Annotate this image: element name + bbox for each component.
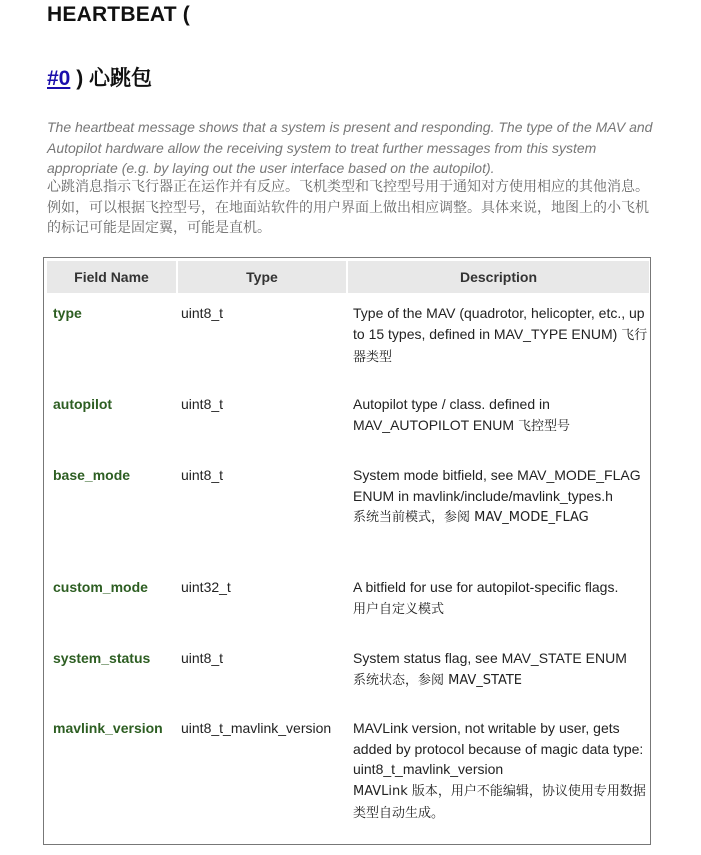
column-header-type: Type [178, 261, 346, 293]
page-title-line1: HEARTBEAT ( [47, 3, 190, 26]
column-header-field-name: Field Name [47, 261, 176, 293]
description-english: The heartbeat message shows that a system is present and responding. The type of the MAV and Autopilot hardware allow the receiving system to treat further messages from this system appropriate (e.g. by laying out the user interface based on the autopilot). [47, 119, 653, 176]
field-name: type [53, 305, 82, 321]
description-chinese: 心跳消息指示飞行器正在运作并有反应。飞机类型和飞控型号用于通知对方使用相应的其他消息。例如，可以根据飞控型号，在地面站软件的用户界面上做出相应调整。具体来说，地图上的小飞机的标记可能是固定翼，可能是直机。 [47, 179, 649, 236]
field-name: system_status [53, 650, 151, 666]
title-paren: ) [76, 67, 84, 90]
field-description: System status flag, see MAV_STATE ENUM 系统状态，参阅 MAV_STATE [353, 650, 627, 688]
page-title-line2 [47, 62, 152, 92]
field-name: autopilot [53, 396, 113, 412]
field-type: uint8_t_mavlink_version [181, 720, 332, 736]
field-description: Autopilot type / class. defined in MAV_AUTOPILOT ENUM 飞控型号 [353, 396, 570, 434]
field-type: uint32_t [181, 579, 231, 595]
field-type: uint8_t [181, 467, 224, 483]
field-name: base_mode [53, 467, 131, 483]
field-name: mavlink_version [53, 720, 163, 736]
field-type: uint8_t [181, 305, 224, 321]
fields-table [43, 257, 651, 845]
title-chinese: 心跳包 [89, 67, 153, 90]
field-description: Type of the MAV (quadrotor, helicopter, etc., up to 15 types, defined in MAV_TYPE ENUM) 飞行器类型 [353, 305, 648, 365]
field-name: custom_mode [53, 579, 148, 595]
column-header-description: Description [348, 261, 649, 293]
field-type: uint8_t [181, 650, 224, 666]
field-type: uint8_t [181, 396, 224, 412]
field-description: MAVLink version, not writable by user, gets added by protocol because of magic data type: uint8_t_mavlink_version MAVLink 版本，用户不能编辑，协议使用专用数据类型自动生成。 [353, 720, 646, 821]
field-description: System mode bitfield, see MAV_MODE_FLAG ENUM in mavlink/include/mavlink_types.h 系统当前模式，参阅 MAV_MODE_FLAG [353, 467, 641, 525]
field-description: A bitfield for use for autopilot-specific flags. 用户自定义模式 [353, 579, 619, 617]
message-id-anchor-link[interactable]: #0 [47, 67, 71, 90]
